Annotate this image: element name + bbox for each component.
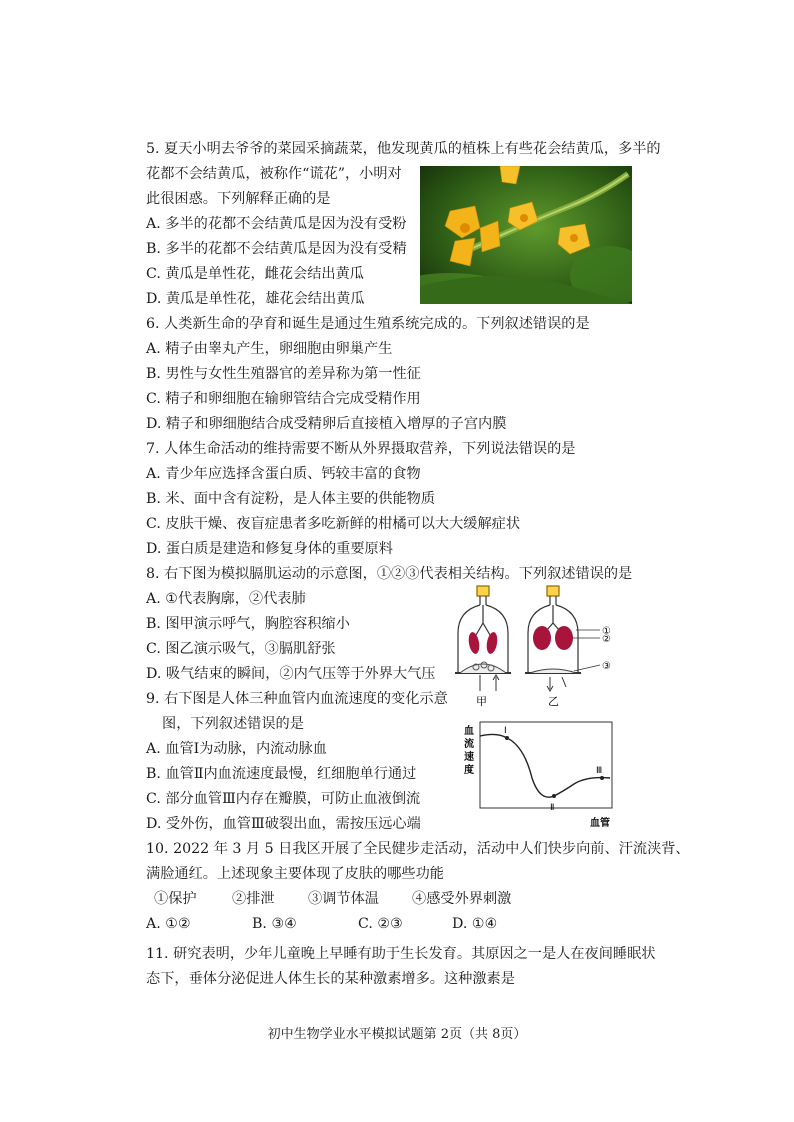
page-footer: 初中生物学业水平模拟试题第 2页（共 8页） bbox=[267, 1027, 527, 1042]
q5-option-d: D. 黄瓜是单性花，雄花会结出黄瓜 bbox=[146, 291, 365, 307]
q6-option-d: D. 精子和卵细胞结合成受精卵后直接植入增厚的子宫内膜 bbox=[146, 416, 507, 432]
vessel-2-label: Ⅱ bbox=[550, 803, 555, 813]
label-mark-1: ① bbox=[602, 626, 611, 637]
q6-option-a: A. 精子由睾丸产生，卵细胞由卵巢产生 bbox=[146, 341, 393, 357]
q10-option-c: C. ②③ bbox=[358, 916, 403, 932]
label-mark-2: ② bbox=[602, 634, 611, 645]
q10-stem-2: 满脸通红。上述现象主要体现了皮肤的哪些功能 bbox=[146, 866, 444, 882]
q10-option-d: D. ①④ bbox=[452, 916, 498, 932]
q8-option-a: A. ①代表胸廓，②代表肺 bbox=[146, 591, 306, 607]
bell-jar-diagram bbox=[450, 583, 630, 713]
q7-option-d: D. 蛋白质是建造和修复身体的重要原料 bbox=[146, 541, 393, 557]
q9-stem-1: 9. 右下图是人体三种血管内血流速度的变化示意 bbox=[146, 691, 448, 707]
q7-option-c: C. 皮肤干燥、夜盲症患者多吃新鲜的柑橘可以大大缓解症状 bbox=[146, 516, 521, 532]
q10-item-2: ②排泄 bbox=[232, 891, 275, 907]
svg-text:流: 流 bbox=[464, 739, 474, 750]
q5-option-c: C. 黄瓜是单性花，雌花会结出黄瓜 bbox=[146, 266, 364, 282]
bell-jar-yi bbox=[525, 586, 581, 673]
q11-stem-2: 态下，垂体分泌促进人体生长的某种激素增多。这种激素是 bbox=[146, 971, 515, 987]
q11-stem-1: 11. 研究表明，少年儿童晚上早睡有助于生长发育。其原因之一是人在夜间睡眠状 bbox=[146, 946, 656, 962]
q10-option-b: B. ③④ bbox=[252, 916, 297, 932]
q8-option-d: D. 吸气结束的瞬间，②内气压等于外界大气压 bbox=[146, 666, 436, 682]
q8-option-c: C. 图乙演示吸气，③膈肌舒张 bbox=[146, 641, 336, 657]
q9-option-b: B. 血管Ⅱ内血流速度最慢，红细胞单行通过 bbox=[146, 766, 417, 782]
q10-option-a: A. ①② bbox=[146, 916, 191, 932]
q10-item-3: ③调节体温 bbox=[308, 891, 379, 907]
q7-stem: 7. 人体生命活动的维持需要不断从外界摄取营养，下列说法错误的是 bbox=[146, 441, 576, 457]
q5-stem-2: 花都不会结黄瓜，被称作“谎花”，小明对 bbox=[146, 166, 402, 182]
label-jia: 甲 bbox=[476, 695, 487, 708]
q8-stem: 8. 右下图为模拟膈肌运动的示意图，①②③代表相关结构。下列叙述错误的是 bbox=[146, 566, 633, 582]
vessel-3-label: Ⅲ bbox=[596, 766, 603, 776]
blood-flow-graph bbox=[462, 718, 634, 830]
q6-option-b: B. 男性与女性生殖器官的差异称为第一性征 bbox=[146, 366, 421, 382]
svg-text:速: 速 bbox=[464, 752, 474, 763]
q5-stem-3: 此很困惑。下列解释正确的是 bbox=[146, 191, 331, 207]
q6-stem: 6. 人类新生命的孕育和诞生是通过生殖系统完成的。下列叙述错误的是 bbox=[146, 316, 590, 332]
q9-option-a: A. 血管Ⅰ为动脉，内流动脉血 bbox=[146, 741, 327, 757]
q9-option-d: D. 受外伤，血管Ⅲ破裂出血，需按压远心端 bbox=[146, 816, 421, 832]
q10-item-4: ④感受外界刺激 bbox=[412, 891, 512, 907]
q10-stem-1: 10. 2022 年 3 月 5 日我区开展了全民健步走活动，活动中人们快步向前、汗流浃背、 bbox=[146, 841, 690, 857]
q9-stem-2: 图，下列叙述错误的是 bbox=[162, 716, 304, 732]
bell-jar-jia bbox=[455, 586, 511, 673]
y-axis-label-1: 血 bbox=[464, 726, 474, 737]
q6-option-c: C. 精子和卵细胞在输卵管结合完成受精作用 bbox=[146, 391, 421, 407]
label-yi: 乙 bbox=[548, 695, 559, 708]
q7-option-a: A. 青少年应选择含蛋白质、钙较丰富的食物 bbox=[146, 466, 421, 482]
q9-option-c: C. 部分血管Ⅲ内存在瓣膜，可防止血液倒流 bbox=[146, 791, 421, 807]
q5-stem-1: 5. 夏天小明去爷爷的菜园采摘蔬菜，他发现黄瓜的植株上有些花会结黄瓜，多半的 bbox=[146, 141, 661, 157]
q10-item-1: ①保护 bbox=[154, 891, 197, 907]
cucumber-flower-photo bbox=[420, 166, 632, 304]
label-mark-3: ③ bbox=[602, 661, 611, 672]
q5-option-b: B. 多半的花都不会结黄瓜是因为没有受精 bbox=[146, 241, 407, 257]
q8-option-b: B. 图甲演示呼气，胸腔容积缩小 bbox=[146, 616, 350, 632]
x-axis-label: 血管 bbox=[590, 818, 610, 829]
vessel-1-label: Ⅰ bbox=[504, 726, 507, 736]
svg-text:度: 度 bbox=[464, 765, 474, 776]
q5-option-a: A. 多半的花都不会结黄瓜是因为没有受粉 bbox=[146, 216, 407, 232]
q7-option-b: B. 米、面中含有淀粉，是人体主要的供能物质 bbox=[146, 491, 436, 507]
